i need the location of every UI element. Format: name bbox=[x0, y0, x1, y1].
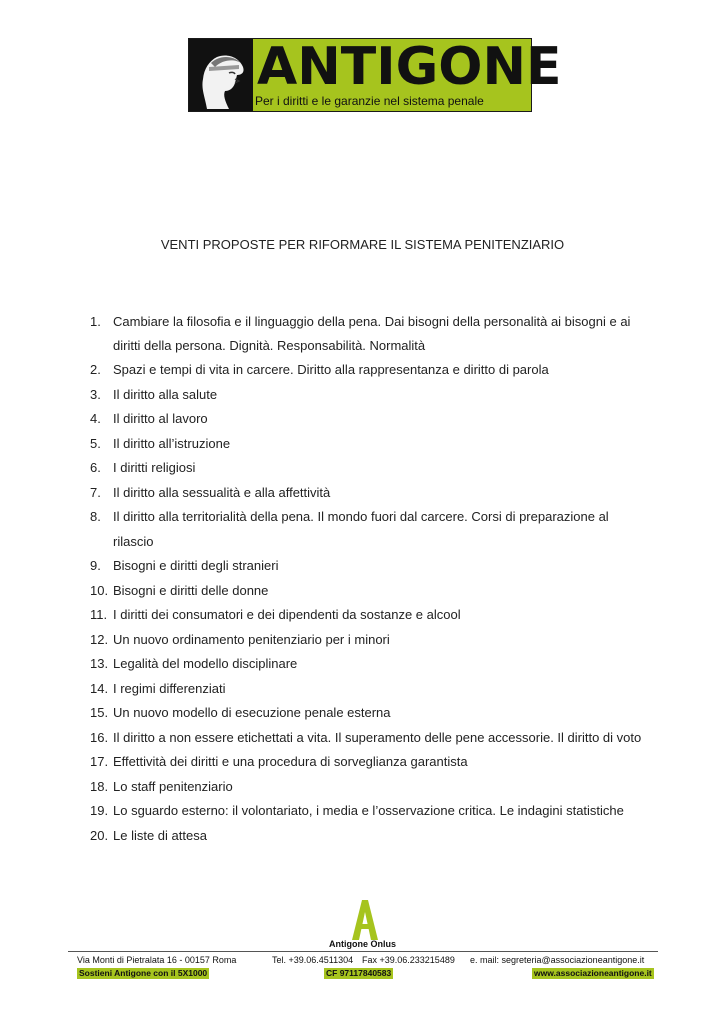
logo-title: ANTIGONE bbox=[257, 37, 562, 97]
list-item bbox=[90, 407, 650, 432]
list-item bbox=[90, 726, 650, 751]
item-text: Un nuovo ordinamento penitenziario per i minori bbox=[113, 631, 390, 647]
item-number: 13. bbox=[90, 656, 109, 671]
list-item bbox=[90, 432, 650, 457]
footer-cf: CF 97117840583 bbox=[326, 968, 392, 978]
item-text: Legalità del modello disciplinare bbox=[113, 656, 298, 671]
item-text: Spazi e tempi di vita in carcere. Diritto alla rappresentanza e diritto di parola bbox=[113, 362, 549, 377]
item-number: 18. bbox=[90, 778, 109, 794]
item-text: I diritti dei consumatori e dei dipendenti da sostanze e alcool bbox=[113, 607, 461, 622]
item-number: 7. bbox=[90, 484, 101, 500]
footer-website-link[interactable]: www.associazioneantigone.it bbox=[534, 968, 652, 978]
item-number: 5. bbox=[90, 435, 101, 451]
item-text: Le liste di attesa bbox=[113, 827, 207, 843]
item-text: Cambiare la filosofia e il linguaggio della pena. Dai bisogni della personalità ai bisogni e ai diritti della persona. Dignità. Responsabilità. Normalità bbox=[113, 314, 631, 353]
item-number: 19. bbox=[90, 803, 109, 818]
item-text: Il diritto alla sessualità e alla affettività bbox=[113, 484, 331, 500]
item-text: Il diritto all’istruzione bbox=[113, 435, 231, 451]
item-number: 8. bbox=[90, 509, 101, 524]
item-number: 3. bbox=[90, 386, 101, 402]
item-text: Un nuovo modello di esecuzione penale esterna bbox=[113, 705, 391, 720]
list-item bbox=[90, 579, 650, 604]
item-number: 10. bbox=[90, 582, 109, 598]
document-title: VENTI PROPOSTE PER RIFORMARE IL SISTEMA PENITENZIARIO bbox=[160, 237, 565, 252]
item-text: Bisogni e diritti delle donne bbox=[113, 582, 269, 598]
footer-tel: Tel. +39.06.4511304 bbox=[272, 955, 354, 965]
item-number: 1. bbox=[90, 314, 101, 329]
logo-subtitle: Per i diritti e le garanzie nel sistema penale bbox=[255, 94, 484, 108]
list-item bbox=[90, 775, 650, 800]
proposals-list bbox=[90, 310, 650, 848]
list-item bbox=[90, 310, 650, 358]
footer-org-name: Antigone Onlus bbox=[329, 939, 396, 949]
item-text: I diritti religiosi bbox=[113, 460, 196, 475]
list-item bbox=[90, 652, 650, 677]
list-item bbox=[90, 628, 650, 653]
list-item bbox=[90, 824, 650, 849]
item-text: I regimi differenziati bbox=[113, 680, 226, 696]
list-item bbox=[90, 481, 650, 506]
item-text: Il diritto alla salute bbox=[113, 386, 218, 402]
item-number: 12. bbox=[90, 631, 109, 647]
item-text: Il diritto al lavoro bbox=[113, 411, 208, 426]
item-text: Lo sguardo esterno: il volontariato, i media e l’osservazione critica. Le indagini statistiche bbox=[113, 803, 624, 818]
item-number: 2. bbox=[90, 362, 101, 377]
item-number: 16. bbox=[90, 729, 109, 745]
footer-email: e. mail: segreteria@associazioneantigone.it bbox=[470, 955, 645, 965]
list-item bbox=[90, 505, 650, 554]
footer-fax: Fax +39.06.233215489 bbox=[362, 955, 455, 965]
list-item bbox=[90, 383, 650, 408]
list-item bbox=[90, 701, 650, 726]
list-item bbox=[90, 677, 650, 702]
footer-5x1000: Sostieni Antigone con il 5X1000 bbox=[79, 968, 208, 978]
antigone-logo bbox=[188, 37, 562, 112]
item-number: 11. bbox=[90, 607, 108, 622]
footer-address: Via Monti di Pietralata 16 - 00157 Roma bbox=[77, 955, 237, 965]
list-item bbox=[90, 358, 650, 383]
item-text: Lo staff penitenziario bbox=[113, 778, 233, 794]
item-number: 6. bbox=[90, 460, 101, 475]
classical-head-icon bbox=[189, 39, 253, 111]
item-number: 20. bbox=[90, 827, 109, 843]
list-item bbox=[90, 603, 650, 628]
item-text: Il diritto a non essere etichettati a vita. Il superamento delle pene accessorie. Il diritto di voto bbox=[113, 729, 642, 745]
footer-divider bbox=[68, 951, 658, 952]
item-text: Effettività dei diritti e una procedura di sorveglianza garantista bbox=[113, 754, 468, 769]
list-item bbox=[90, 750, 650, 775]
item-number: 17. bbox=[90, 754, 109, 769]
item-text: Il diritto alla territorialità della pena. Il mondo fuori dal carcere. Corsi di preparazione al rilascio bbox=[113, 509, 609, 549]
item-number: 14. bbox=[90, 680, 109, 696]
item-number: 4. bbox=[90, 411, 101, 426]
list-item bbox=[90, 456, 650, 481]
item-text: Bisogni e diritti degli stranieri bbox=[113, 558, 279, 573]
item-number: 9. bbox=[90, 558, 101, 573]
list-item bbox=[90, 554, 650, 579]
list-item bbox=[90, 799, 650, 824]
item-number: 15. bbox=[90, 705, 109, 720]
